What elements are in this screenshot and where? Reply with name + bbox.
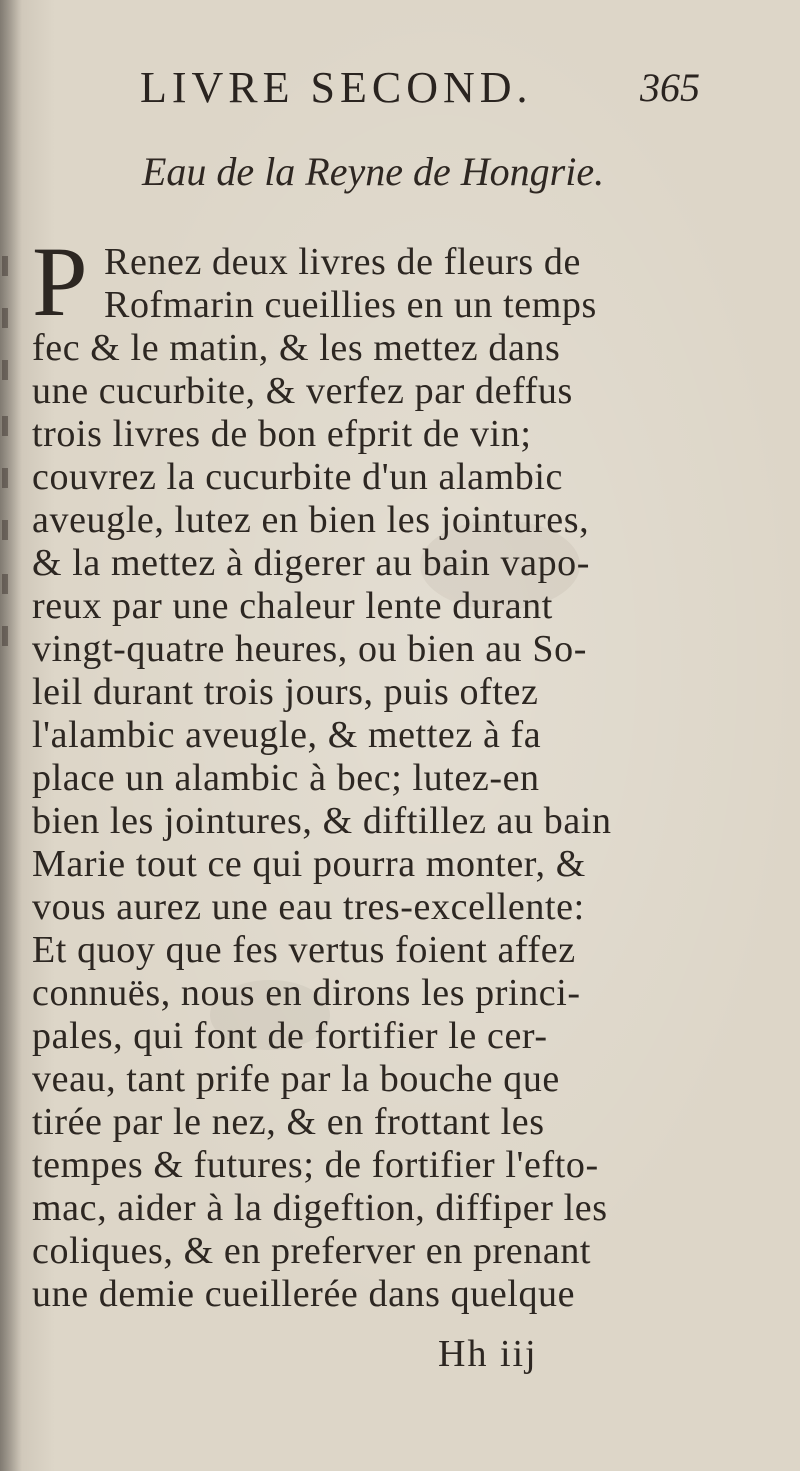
margin-mark — [2, 468, 8, 488]
margin-mark — [2, 626, 8, 646]
text-line: fec & le matin, & les mettez dans — [32, 327, 561, 369]
text-line: connuës, nous en dirons les princi- — [32, 972, 581, 1014]
recipe-title: Eau de la Reyne de Hongrie. — [142, 149, 605, 194]
text-line: une cucurbite, & verfez par deffus — [32, 370, 573, 412]
text-line: Renez deux livres de fleurs de — [104, 241, 581, 283]
text-line: tempes & futures; de fortifier l'efto- — [32, 1144, 599, 1186]
text-line: trois livres de bon efprit de vin; — [32, 413, 532, 455]
text-line: vingt-quatre heures, ou bien au So- — [32, 628, 587, 670]
text-line: pales, qui font de fortifier le cer- — [32, 1015, 548, 1057]
text-line: aveugle, lutez en bien les jointures, — [32, 499, 590, 541]
text-line: place un alambic à bec; lutez-en — [32, 757, 540, 799]
margin-mark — [2, 574, 8, 594]
signature-mark: Hh iij — [438, 1333, 538, 1375]
text-line: une demie cueillerée dans quelque — [32, 1273, 576, 1315]
page-number: 365 — [640, 65, 700, 110]
text-line: couvrez la cucurbite d'un alambic — [32, 456, 563, 498]
margin-print-marks — [0, 240, 12, 1340]
margin-mark — [2, 520, 8, 540]
drop-cap: P — [32, 226, 88, 337]
text-line: l'alambic aveugle, & mettez à fa — [32, 714, 542, 756]
text-line: & la mettez à digerer au bain vapo- — [32, 542, 591, 584]
text-line: tirée par le nez, & en frottant les — [32, 1101, 545, 1143]
text-line: Rofmarin cueillies en un temps — [104, 284, 597, 326]
text-line: Et quoy que fes vertus foient affez — [32, 929, 576, 971]
text-line: coliques, & en preferver en prenant — [32, 1230, 592, 1272]
text-line: veau, tant prife par la bouche que — [32, 1058, 560, 1100]
margin-mark — [2, 360, 8, 380]
text-line: vous aurez une eau tres-excellente: — [32, 886, 585, 928]
running-head: LIVRE SECOND. — [140, 63, 533, 112]
page-header — [140, 62, 700, 122]
margin-mark — [2, 308, 8, 328]
text-line: reux par une chaleur lente durant — [32, 585, 553, 627]
text-line: leil durant trois jours, puis oftez — [32, 671, 539, 713]
text-line: Marie tout ce qui pourra monter, & — [32, 843, 586, 885]
margin-mark — [2, 256, 8, 276]
margin-mark — [2, 416, 8, 436]
text-line: mac, aider à la digeftion, diffiper les — [32, 1187, 608, 1229]
text-line: bien les jointures, & diftillez au bain — [32, 800, 612, 842]
